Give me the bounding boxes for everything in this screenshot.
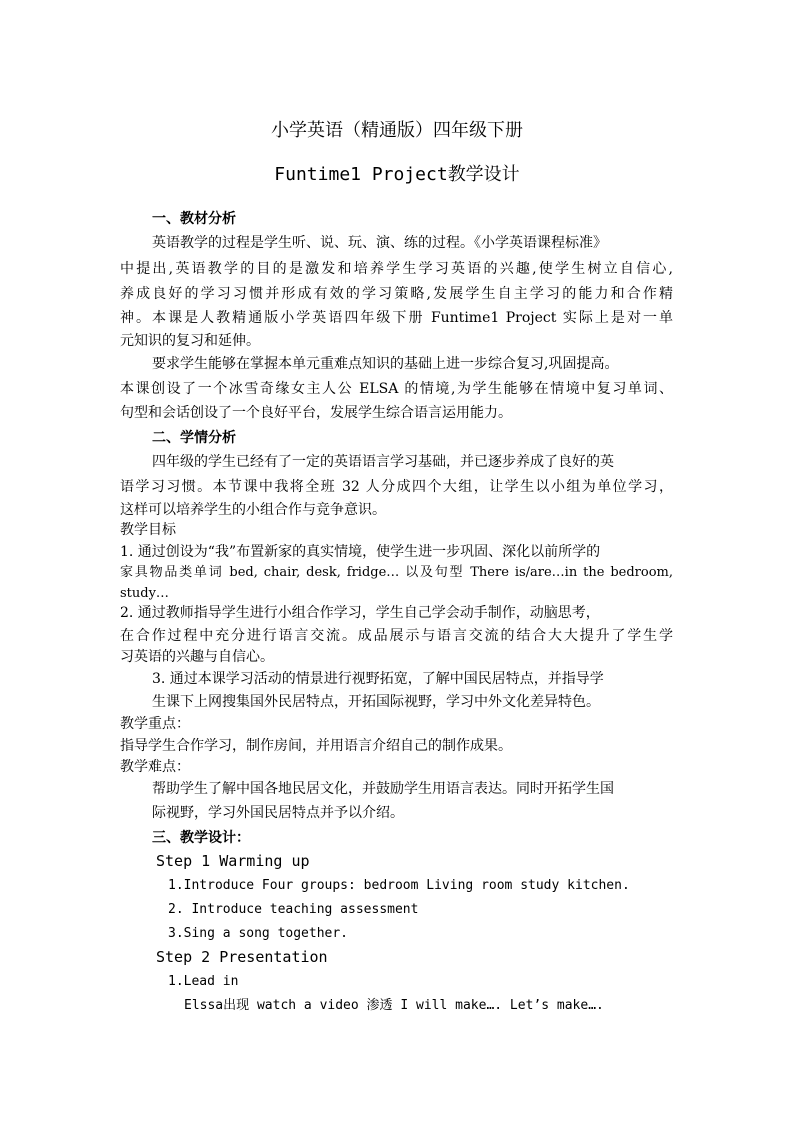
step-title: Step 1 Warming up [156,852,310,870]
goal-line: 1. 通过创设为“我”布置新家的真实情境，使学生进一步巩固、深化以前所学的 [120,544,601,560]
step-item: 1.Lead in [168,974,239,989]
paragraph-line: 神。本课是人教精通版小学英语四年级下册 Funtime1 Project 实际上是对一单 [120,310,673,326]
paragraph-line: 养成良好的学习习惯并形成有效的学习策略,发展学生自主学习的能力和合作精 [120,286,673,302]
paragraph-line: 本课创设了一个冰雪奇缘女主人公 ELSA 的情境,为学生能够在情境中复习单词、 [120,381,673,397]
step-title: Step 2 Presentation [156,948,328,966]
goal-line: 生课下上网搜集国外民居特点，开拓国际视野，学习中外文化差异特色。 [152,694,600,710]
paragraph-line: 英语教学的过程是学生听、说、玩、演、练的过程。《小学英语课程标准》 [152,235,607,251]
paragraph-line: 四年级的学生已经有了一定的英语语言学习基础，并已逐步养成了良好的英 [152,454,614,470]
difficult-point-heading: 教学难点： [120,759,190,775]
paragraph-line: 中提出,英语教学的目的是激发和培养学生学习英语的兴趣,使学生树立自信心, [120,261,673,277]
step-item: 2. Introduce teaching assessment [168,902,419,917]
paragraph-line: 元知识的复习和延伸。 [120,333,260,349]
key-point-heading: 教学重点： [120,716,190,732]
key-point-text: 指导学生合作学习，制作房间，并用语言介绍自己的制作成果。 [120,738,512,754]
goal-line: 习英语的兴趣与自信心。 [120,649,274,665]
section-heading-students: 二、学情分析 [152,430,236,446]
paragraph-line: 要求学生能够在掌握本单元重难点知识的基础上进一步综合复习,巩固提高。 [152,356,619,372]
goal-line: 家具物品类单词 bed, chair, desk, fridge… 以及句型 There is/are…in the bedroom, [120,565,673,580]
document-subtitle: Funtime1 Project教学设计 [274,164,520,185]
goals-heading: 教学目标 [120,522,176,538]
difficult-point-text: 帮助学生了解中国各地民居文化，并鼓励学生用语言表达。同时开拓学生国 [152,781,614,797]
goal-line: 3. 通过本课学习活动的情景进行视野拓宽，了解中国民居特点，并指导学 [152,671,604,687]
document-title: 小学英语（精通版）四年级下册 [271,120,523,141]
goal-line: 2. 通过教师指导学生进行小组合作学习，学生自己学会动手制作，动脑思考， [120,605,600,621]
paragraph-line: 句型和会话创设了一个良好平台，发展学生综合语言运用能力。 [120,405,512,421]
step-detail: Elssa出现 watch a video 渗透 I will make…. Let’s make…. [184,998,604,1013]
section-heading-materials: 一、教材分析 [152,211,236,227]
paragraph-line: 语学习习惯。本节课中我将全班 32 人分成四个大组，让学生以小组为单位学习， [120,479,673,495]
paragraph-line: 这样可以培养学生的小组合作与竞争意识。 [120,502,386,518]
section-heading-design: 三、教学设计： [152,830,250,846]
goal-line: 在合作过程中充分进行语言交流。成品展示与语言交流的结合大大提升了学生学 [120,628,673,644]
difficult-point-text: 际视野，学习外国民居特点并予以介绍。 [152,805,404,821]
step-item: 1.Introduce Four groups: bedroom Living room study kitchen. [168,878,630,893]
step-item: 3.Sing a song together. [168,926,349,941]
goal-line: study… [120,586,169,601]
